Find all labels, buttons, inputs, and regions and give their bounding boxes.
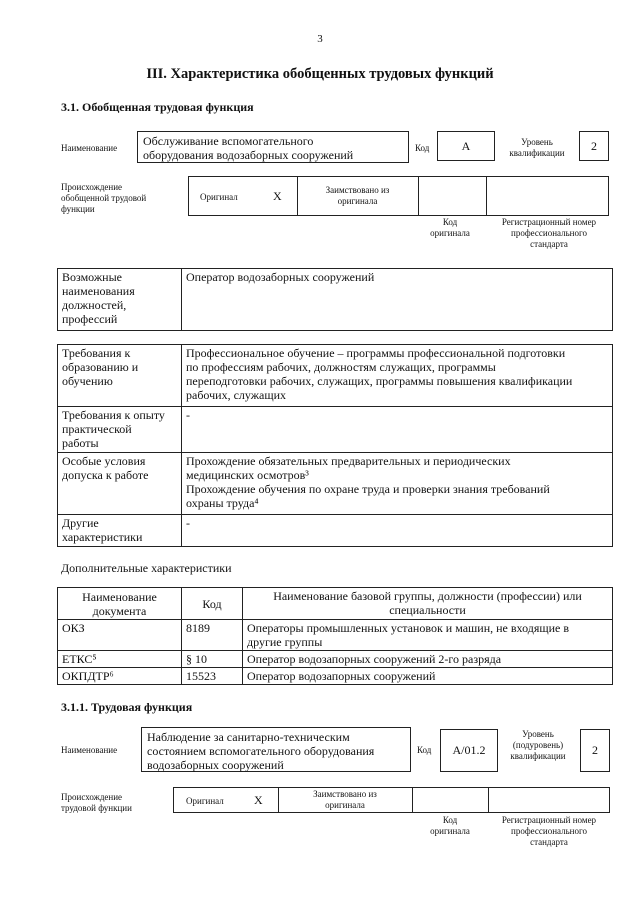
level-label: [501, 729, 575, 762]
level-label-line: квалификации: [510, 751, 566, 761]
positions-table: [57, 268, 613, 331]
label-line: Возможные: [62, 270, 122, 284]
label-line: Требования к: [62, 346, 131, 360]
value-line: медицинских осмотров³: [186, 468, 309, 482]
label-line: обучению: [62, 374, 113, 388]
original-code-caption: [412, 217, 488, 239]
caption-line: Код: [442, 217, 458, 227]
level-label-line: (подуровень): [512, 740, 564, 750]
borrowed-label-line: оригинала: [337, 196, 378, 206]
table-cell: Оператор водозапорных сооружений 2-го разряда: [243, 651, 613, 668]
code-value: А: [461, 139, 471, 153]
table-row: [58, 269, 613, 331]
header-line: специальности: [389, 603, 466, 617]
label-line: Особые условия: [62, 454, 146, 468]
borrowed-label-line: Заимствовано из: [325, 185, 390, 195]
table-header-row: [58, 588, 613, 620]
caption-line: профессионального: [511, 826, 587, 836]
borrowed-label-line: оригинала: [325, 800, 365, 810]
requirement-label: [58, 407, 182, 453]
table-row: [58, 515, 613, 547]
label-line: Требования к опыту: [62, 408, 165, 422]
origin-label-line: Происхождение: [61, 182, 123, 192]
caption-line: стандарта: [530, 837, 568, 847]
positions-value: Оператор водозаборных сооружений: [182, 269, 613, 331]
registration-caption: [488, 217, 610, 250]
labor-function-heading: 3.1.1. Трудовая функция: [61, 700, 193, 714]
label-line: образованию и: [62, 360, 139, 374]
requirement-value: [182, 407, 613, 453]
name-value-line: Обслуживание вспомогательного: [143, 134, 314, 148]
column-header: Код: [182, 588, 243, 620]
table-cell: 8189: [182, 620, 243, 651]
code-label: Код: [415, 143, 430, 153]
additional-heading: Дополнительные характеристики: [61, 561, 232, 575]
original-mark: X: [254, 793, 263, 807]
table-row: [58, 407, 613, 453]
requirement-label: [58, 515, 182, 547]
origin-label-line: обобщенной трудовой: [61, 193, 147, 203]
name-value-line: Наблюдение за санитарно-техническим: [147, 730, 350, 744]
table-cell: ОКЗ: [58, 620, 182, 651]
name-value-box: [137, 131, 409, 163]
origin-label-line: Происхождение: [61, 792, 123, 802]
page-number: 3: [317, 33, 323, 45]
cell-line: Операторы промышленных установок и машин, не входящие в: [247, 621, 570, 635]
requirement-value: [182, 345, 613, 407]
label-line: характеристики: [62, 530, 143, 544]
label-line: практической: [62, 422, 132, 436]
value-line: Прохождение обязательных предварительных и периодических: [186, 454, 511, 468]
original-label: Оригинал: [186, 796, 224, 806]
table-cell: [243, 620, 613, 651]
name-label: Наименование: [61, 143, 118, 153]
origin-label: [61, 182, 146, 215]
origin-label-line: функции: [61, 204, 95, 214]
table-row: [58, 651, 613, 668]
requirement-label: [58, 453, 182, 515]
level-value-box: [580, 729, 610, 772]
level-label-line: квалификации: [509, 148, 565, 158]
positions-label: [58, 269, 182, 331]
table-cell: ОКПДТР⁶: [58, 668, 182, 685]
cell-line: другие группы: [247, 635, 323, 649]
code-value-box: [440, 729, 498, 772]
label-line: допуска к работе: [62, 468, 149, 482]
requirement-value: [182, 453, 613, 515]
value-line: по профессиям рабочих, должностям служащих, программы: [186, 360, 496, 374]
borrowed-label-line: Заимствовано из: [313, 789, 377, 799]
value-line: -: [186, 408, 190, 422]
value-line: рабочих, служащих: [186, 388, 287, 402]
caption-line: Регистрационный номер: [501, 815, 597, 825]
label-line: профессий: [62, 312, 118, 326]
name-value-box: [141, 727, 411, 772]
table-row: [58, 668, 613, 685]
caption-line: Регистрационный номер: [501, 217, 597, 227]
label-line: Другие: [62, 516, 99, 530]
name-label: Наименование: [61, 745, 118, 755]
borrowed-label: [278, 789, 412, 811]
original-label: Оригинал: [200, 192, 238, 202]
label-line: должностей,: [62, 298, 127, 312]
origin-table: [173, 787, 610, 813]
registration-caption: [488, 815, 610, 848]
section-title: III. Характеристика обобщенных трудовых функций: [146, 66, 494, 82]
table-cell: § 10: [182, 651, 243, 668]
requirement-value: [182, 515, 613, 547]
level-value-box: [579, 131, 609, 161]
level-value: 2: [591, 139, 597, 153]
name-value-line: водозаборных сооружений: [147, 758, 284, 772]
caption-line: стандарта: [530, 239, 568, 249]
label-line: работы: [62, 436, 99, 450]
caption-line: оригинала: [430, 228, 470, 238]
code-label: Код: [417, 745, 432, 755]
header-line: документа: [92, 603, 147, 618]
level-label-line: Уровень: [521, 137, 553, 147]
table-row: [58, 620, 613, 651]
generalized-function-heading: 3.1. Обобщенная трудовая функция: [61, 100, 254, 114]
label-line: наименования: [62, 284, 135, 298]
table-cell: 15523: [182, 668, 243, 685]
level-label-line: Уровень: [522, 729, 554, 739]
origin-label-line: трудовой функции: [61, 803, 132, 813]
requirements-table: [57, 344, 613, 547]
requirement-label: [58, 345, 182, 407]
name-value-line: состоянием вспомогательного оборудования: [147, 744, 375, 758]
header-line: Наименование: [82, 589, 157, 604]
header-line: Наименование базовой группы, должности (профессии) или: [273, 589, 582, 603]
name-value-line: оборудования водозаборных сооружений: [143, 148, 354, 162]
table-row: [58, 345, 613, 407]
table-cell: ЕТКС⁵: [58, 651, 182, 668]
origin-label: [61, 792, 132, 814]
value-line: переподготовки рабочих, служащих, программы повышения квалификации: [186, 374, 573, 388]
value-line: -: [186, 516, 190, 530]
origin-table: [188, 176, 609, 216]
table-cell: Оператор водозапорных сооружений: [243, 668, 613, 685]
value-line: охраны труда⁴: [186, 496, 259, 510]
additional-table: [57, 587, 613, 685]
code-value: А/01.2: [452, 743, 486, 757]
level-value: 2: [592, 743, 598, 757]
caption-line: Код: [442, 815, 458, 825]
column-header: [243, 588, 613, 620]
value-line: Прохождение обучения по охране труда и проверки знания требований: [186, 482, 550, 496]
caption-line: оригинала: [430, 826, 470, 836]
code-value-box: [437, 131, 495, 161]
borrowed-label: [297, 185, 418, 207]
original-code-caption: [412, 815, 488, 837]
caption-line: профессионального: [511, 228, 587, 238]
value-line: Профессиональное обучение – программы профессиональной подготовки: [186, 346, 566, 360]
table-row: [58, 453, 613, 515]
level-label: [500, 137, 574, 159]
column-header: [58, 588, 182, 620]
original-mark: X: [273, 189, 282, 203]
